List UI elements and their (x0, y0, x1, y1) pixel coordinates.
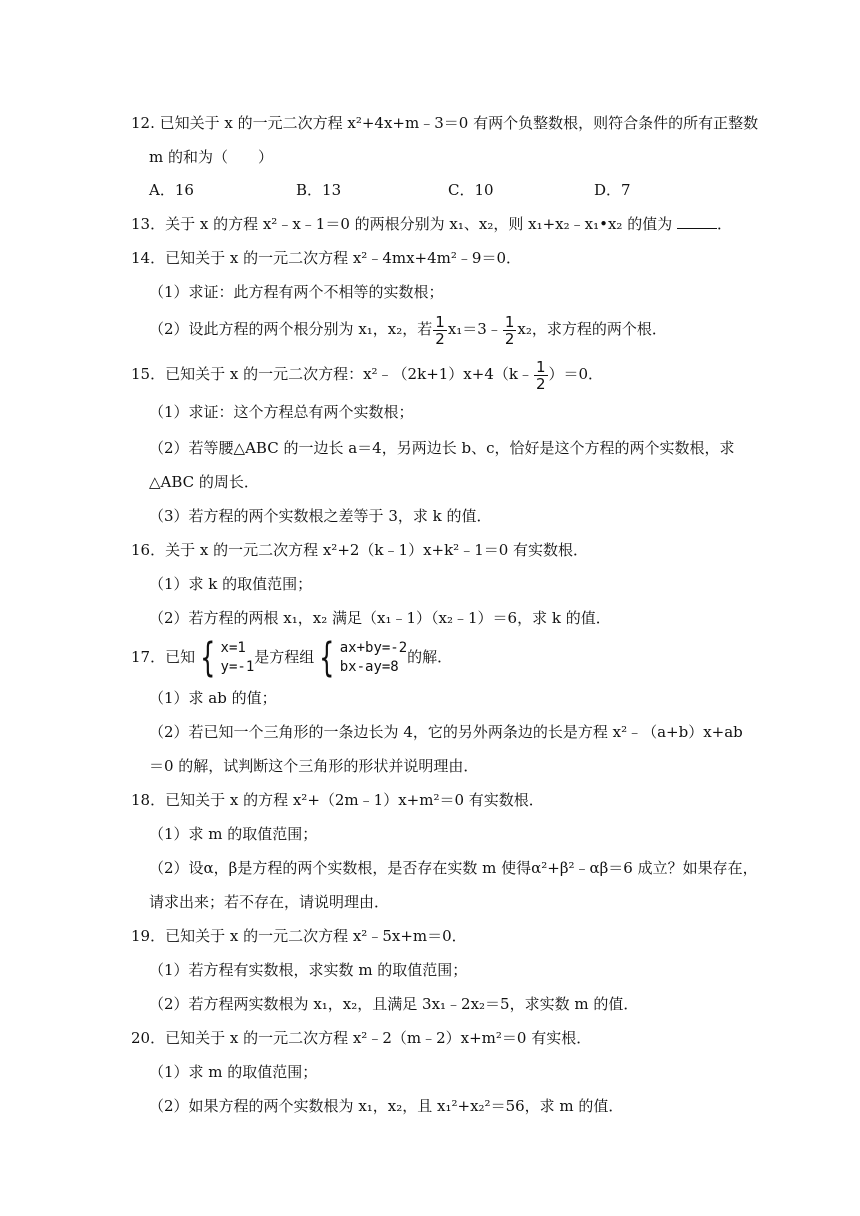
q14-part2-a: （2）设此方程的两个根分别为 x₁，x₂，若 (149, 320, 433, 338)
q13-text: 13．关于 x 的方程 x²﹣x﹣1＝0 的两根分别为 x₁、x₂，则 x₁+x₂﹣x₁•x₂ 的值为 (131, 215, 673, 233)
q15-stem (131, 357, 603, 392)
q17-solution: x=1 y=-1 (220, 640, 255, 675)
q15-part3: （3）若方程的两个实数根之差等于 3，求 k 的值． (149, 507, 492, 525)
q15-fraction: $\frac{1}{2}$ (535, 357, 546, 393)
q12-option-a: A．16 (149, 181, 194, 199)
q18-part2-line2: 请求出来；若不存在，请说明理由． (149, 893, 390, 911)
q19-part2: （2）若方程两实数根为 x₁，x₂，且满足 3x₁﹣2x₂＝5，求实数 m 的值． (149, 995, 639, 1013)
q12-option-c: C．10 (448, 181, 494, 199)
q16-part1: （1）求 k 的取值范围； (149, 575, 313, 593)
q17-part2-line2: ＝0 的解，试判断这个三角形的形状并说明理由． (149, 757, 479, 775)
q17-system: ax+by=-2 bx-ay=8 (339, 640, 408, 675)
q14-fraction-2: $\frac{1}{2}$ (504, 312, 515, 348)
q18-stem: 18．已知关于 x 的方程 x²+（2m﹣1）x+m²＝0 有实数根． (131, 791, 544, 809)
q14-part2-c: x₂，求方程的两个根． (517, 320, 667, 338)
q19-part1: （1）若方程有实数根，求实数 m 的取值范围； (149, 961, 468, 979)
q17-brace-2: { (319, 635, 335, 681)
q14-part1: （1）求证：此方程有两个不相等的实数根； (149, 283, 444, 301)
q14-part2 (149, 312, 667, 347)
q13-answer-blank (677, 214, 717, 229)
q17-tail: 的解． (407, 648, 453, 666)
q15-stem-a: 15．已知关于 x 的一元二次方程：x²﹣（2k+1）x+4（k﹣ (131, 365, 533, 383)
q18-part1: （1）求 m 的取值范围； (149, 825, 318, 843)
q17-brace-1: { (200, 635, 216, 681)
q17-part1: （1）求 ab 的值； (149, 689, 277, 707)
q20-part2: （2）如果方程的两个实数根为 x₁，x₂，且 x₁²+x₂²＝56，求 m 的值． (149, 1097, 624, 1115)
q19-stem: 19．已知关于 x 的一元二次方程 x²﹣5x+m＝0． (131, 927, 467, 945)
q16-part2: （2）若方程的两根 x₁，x₂ 满足（x₁﹣1）（x₂﹣1）＝6，求 k 的值． (149, 609, 611, 627)
q14-fraction-1: $\frac{1}{2}$ (435, 312, 445, 348)
q14-part2-b: x₁＝3﹣ (447, 320, 502, 338)
q17-lead: 17．已知 (131, 648, 196, 666)
q20-stem: 20．已知关于 x 的一元二次方程 x²﹣2（m﹣2）x+m²＝0 有实根． (131, 1029, 592, 1047)
q15-stem-b: ）＝0． (548, 365, 604, 383)
q20-part1: （1）求 m 的取值范围； (149, 1063, 318, 1081)
q17-mid: 是方程组 (254, 648, 315, 666)
q16-stem: 16．关于 x 的一元二次方程 x²+2（k﹣1）x+k²﹣1＝0 有实数根． (131, 541, 589, 559)
q15-part2-line1: （2）若等腰△ABC 的一边长 a＝4，另两边长 b、c，恰好是这个方程的两个实数根，求 (149, 439, 735, 457)
q14-stem: 14．已知关于 x 的一元二次方程 x²﹣4mx+4m²﹣9＝0． (131, 249, 521, 267)
q18-part2-line1: （2）设α，β是方程的两个实数根，是否存在实数 m 使得α²+β²﹣αβ＝6 成立？如果存在， (149, 859, 758, 877)
q17-stem (131, 635, 453, 681)
q15-part1: （1）求证：这个方程总有两个实数根； (149, 403, 414, 421)
q12-option-b: B．13 (296, 181, 342, 199)
q15-part2-line2: △ABC 的周长． (149, 473, 259, 491)
q17-part2-line1: （2）若已知一个三角形的一条边长为 4，它的另外两条边的长是方程 x²﹣（a+b）x+ab (149, 723, 743, 741)
q13-line: 13．关于 x 的方程 x²﹣x﹣1＝0 的两根分别为 x₁、x₂，则 x₁+x₂﹣x₁•x₂ 的值为 ． (131, 215, 732, 233)
q12-option-d: D．7 (594, 181, 631, 199)
q12-line2: m 的和为（ ） (149, 148, 273, 166)
q12-line1: 12. 已知关于 x 的一元二次方程 x²+4x+m﹣3＝0 有两个负整数根，则符合条件的所有正整数 (131, 114, 759, 132)
